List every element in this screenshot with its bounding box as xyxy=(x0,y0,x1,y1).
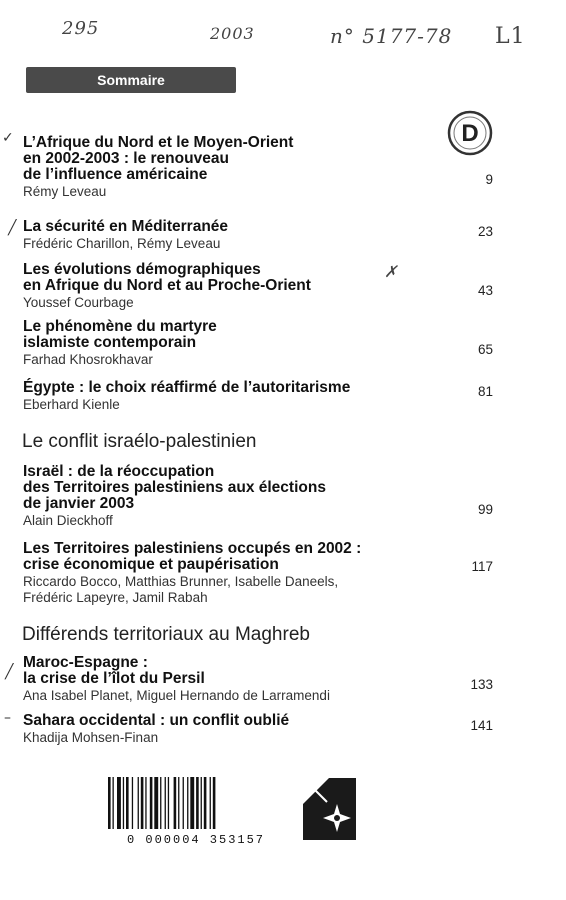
circled-d-logo-icon xyxy=(447,110,493,156)
page-number: 23 xyxy=(477,224,493,239)
entry-author: Frédéric Charillon, Rémy Leveau xyxy=(23,236,221,251)
entry-title: Maroc-Espagne : la crise de l’îlot du Persil xyxy=(23,654,205,687)
margin-tick-mark-icon: ╱ xyxy=(8,220,17,236)
page-number: 117 xyxy=(471,559,493,574)
entry-author: Khadija Mohsen-Finan xyxy=(23,730,159,745)
page-number: 99 xyxy=(477,502,493,517)
handwritten-number: 295 xyxy=(62,18,100,39)
entry-title: Les Territoires palestiniens occupés en 2002 : crise économique et paupérisation xyxy=(23,540,362,573)
toc-entry[interactable] xyxy=(23,319,217,368)
toc-entry[interactable] xyxy=(23,464,326,529)
page-number: 65 xyxy=(477,342,493,357)
entry-author: Eberhard Kienle xyxy=(23,397,120,412)
margin-tick-mark-icon: – xyxy=(4,710,11,726)
handwritten-year: 2003 xyxy=(210,24,255,43)
publisher-emblem-icon xyxy=(303,778,356,840)
page-number: 133 xyxy=(470,677,493,692)
entry-title: Sahara occidental : un conflit oublié xyxy=(23,712,290,729)
entry-title: Égypte : le choix réaffirmé de l’autoritarisme xyxy=(23,379,351,396)
entry-title: Le phénomène du martyre islamiste contemporain xyxy=(23,318,217,351)
barcode-digits: 0 000004 353157 xyxy=(126,833,266,847)
barcode-icon xyxy=(100,777,292,847)
entry-author: Farhad Khosrokhavar xyxy=(23,352,153,367)
page-number: 141 xyxy=(470,718,493,733)
page-number: 9 xyxy=(485,172,493,187)
toc-entry[interactable] xyxy=(23,262,311,311)
section-heading: Le conflit israélo-palestinien xyxy=(22,431,257,452)
entry-author: Ana Isabel Planet, Miguel Hernando de Larramendi xyxy=(23,688,330,703)
entry-author: Rémy Leveau xyxy=(23,184,107,199)
toc-entry[interactable] xyxy=(23,655,330,704)
entry-title: Israël : de la réoccupation des Territoires palestiniens aux élections de janvier 2003 xyxy=(23,463,326,512)
sommaire-label: Sommaire xyxy=(97,72,165,88)
entry-author: Alain Dieckhoff xyxy=(23,513,113,528)
section-heading: Différends territoriaux au Maghreb xyxy=(22,624,310,645)
page-number: 81 xyxy=(477,384,493,399)
margin-tick-mark-icon: ╱ xyxy=(5,664,14,680)
page-number: 43 xyxy=(477,283,493,298)
sommaire-header xyxy=(26,67,236,93)
margin-tick-mark-icon: ✓ xyxy=(2,130,14,146)
entry-author: Riccardo Bocco, Matthias Brunner, Isabelle Daneels, Frédéric Lapeyre, Jamil Rabah xyxy=(23,574,339,605)
toc-entry[interactable] xyxy=(23,380,350,413)
handwritten-reference: n° 5177-78 xyxy=(330,24,453,48)
entry-title: La sécurité en Méditerranée xyxy=(23,218,229,235)
toc-entry[interactable] xyxy=(23,135,293,200)
handwritten-code: L1 xyxy=(495,24,526,49)
toc-entry[interactable] xyxy=(23,541,361,606)
entry-title: L’Afrique du Nord et le Moyen-Orient en 2002-2003 : le renouveau de l’influence américaine xyxy=(23,134,294,183)
entry-title: Les évolutions démographiques en Afrique du Nord et au Proche-Orient xyxy=(23,261,311,294)
entry-author: Youssef Courbage xyxy=(23,295,134,310)
toc-entry[interactable] xyxy=(23,713,289,746)
toc-entry[interactable] xyxy=(23,219,228,252)
svg-text:D: D xyxy=(461,120,479,147)
handwritten-margin-mark: ✗ xyxy=(384,262,399,281)
